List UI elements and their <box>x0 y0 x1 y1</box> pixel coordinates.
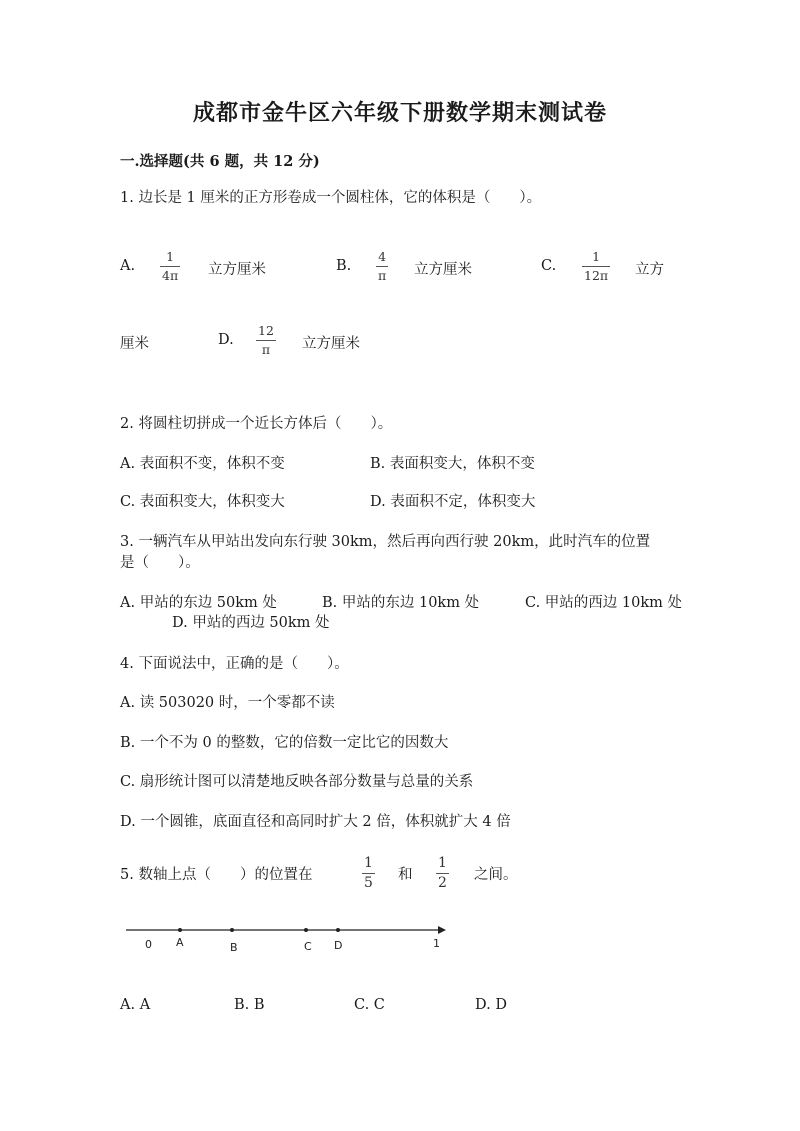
q1-option-a-unit: 立方厘米 <box>208 262 266 278</box>
q4-option-a: A. 读 503020 时，一个零都不读 <box>120 695 335 711</box>
q3-option-d: D. 甲站的西边 50km 处 <box>172 615 330 631</box>
q5-fraction-one-fifth: 1 5 <box>364 855 373 892</box>
number-line-arrow <box>438 926 446 934</box>
question-3-stem-line2: 是（ ）。 <box>120 555 200 571</box>
question-1-stem: 1. 边长是 1 厘米的正方形卷成一个圆柱体，它的体积是（ ）。 <box>120 190 542 206</box>
q1-option-c-unit-cont: 厘米 <box>120 336 149 352</box>
point-d-dot <box>336 928 340 932</box>
q2-option-c: C. 表面积变大，体积变大 <box>120 494 285 510</box>
point-a-dot <box>178 928 182 932</box>
number-line-label-a: A <box>176 936 184 949</box>
q1-option-c-label: C. <box>541 258 557 274</box>
q5-option-a: A. A <box>120 997 151 1013</box>
number-line-label-1: 1 <box>433 937 440 950</box>
question-5-stem-part2: 之间。 <box>474 867 518 883</box>
question-5-stem-part1: 5. 数轴上点（ ）的位置在 <box>120 867 313 883</box>
q1-option-b-fraction: 4 π <box>378 249 387 283</box>
section-heading: 一.选择题(共 6 题，共 12 分) <box>120 153 320 170</box>
q1-option-d-unit: 立方厘米 <box>302 336 360 352</box>
number-line <box>120 918 450 942</box>
question-3-stem-line1: 3. 一辆汽车从甲站出发向东行驶 30km，然后再向西行驶 20km，此时汽车的位置 <box>120 534 651 550</box>
question-2-stem: 2. 将圆柱切拼成一个近长方体后（ ）。 <box>120 416 393 432</box>
q1-option-a-fraction: 1 4π <box>162 249 179 283</box>
number-line-label-d: D <box>334 939 343 952</box>
q2-option-a: A. 表面积不变，体积不变 <box>120 456 285 472</box>
q2-option-d: D. 表面积不定，体积变大 <box>370 494 536 510</box>
q2-option-b: B. 表面积变大，体积不变 <box>370 456 535 472</box>
number-line-label-0: 0 <box>145 938 152 951</box>
number-line-label-c: C <box>304 940 312 953</box>
q1-option-b-label: B. <box>336 258 352 274</box>
q3-option-a: A. 甲站的东边 50km 处 <box>120 595 277 611</box>
q1-option-b-unit: 立方厘米 <box>414 262 472 278</box>
q4-option-c: C. 扇形统计图可以清楚地反映各部分数量与总量的关系 <box>120 774 474 790</box>
point-b-dot <box>230 928 234 932</box>
q1-option-c-fraction: 1 12π <box>584 249 609 283</box>
q4-option-b: B. 一个不为 0 的整数，它的倍数一定比它的因数大 <box>120 735 449 751</box>
q5-option-b: B. B <box>234 997 265 1013</box>
page-title: 成都市金牛区六年级下册数学期末测试卷 <box>192 100 607 126</box>
number-line-label-b: B <box>230 941 238 954</box>
q1-option-a-label: A. <box>120 258 136 274</box>
q1-option-d-fraction: 12 π <box>258 323 274 357</box>
question-4-stem: 4. 下面说法中，正确的是（ ）。 <box>120 656 349 672</box>
q5-fraction-one-half: 1 2 <box>438 855 447 892</box>
question-5-and: 和 <box>398 867 413 883</box>
q4-option-d: D. 一个圆锥，底面直径和高同时扩大 2 倍，体积就扩大 4 倍 <box>120 814 511 830</box>
q1-option-d-label: D. <box>218 332 234 348</box>
q3-option-c: C. 甲站的西边 10km 处 <box>525 595 683 611</box>
q1-option-c-unit: 立方 <box>635 262 664 278</box>
point-c-dot <box>304 928 308 932</box>
q5-option-c: C. C <box>354 997 385 1013</box>
q5-option-d: D. D <box>475 997 507 1013</box>
q3-option-b: B. 甲站的东边 10km 处 <box>322 595 480 611</box>
